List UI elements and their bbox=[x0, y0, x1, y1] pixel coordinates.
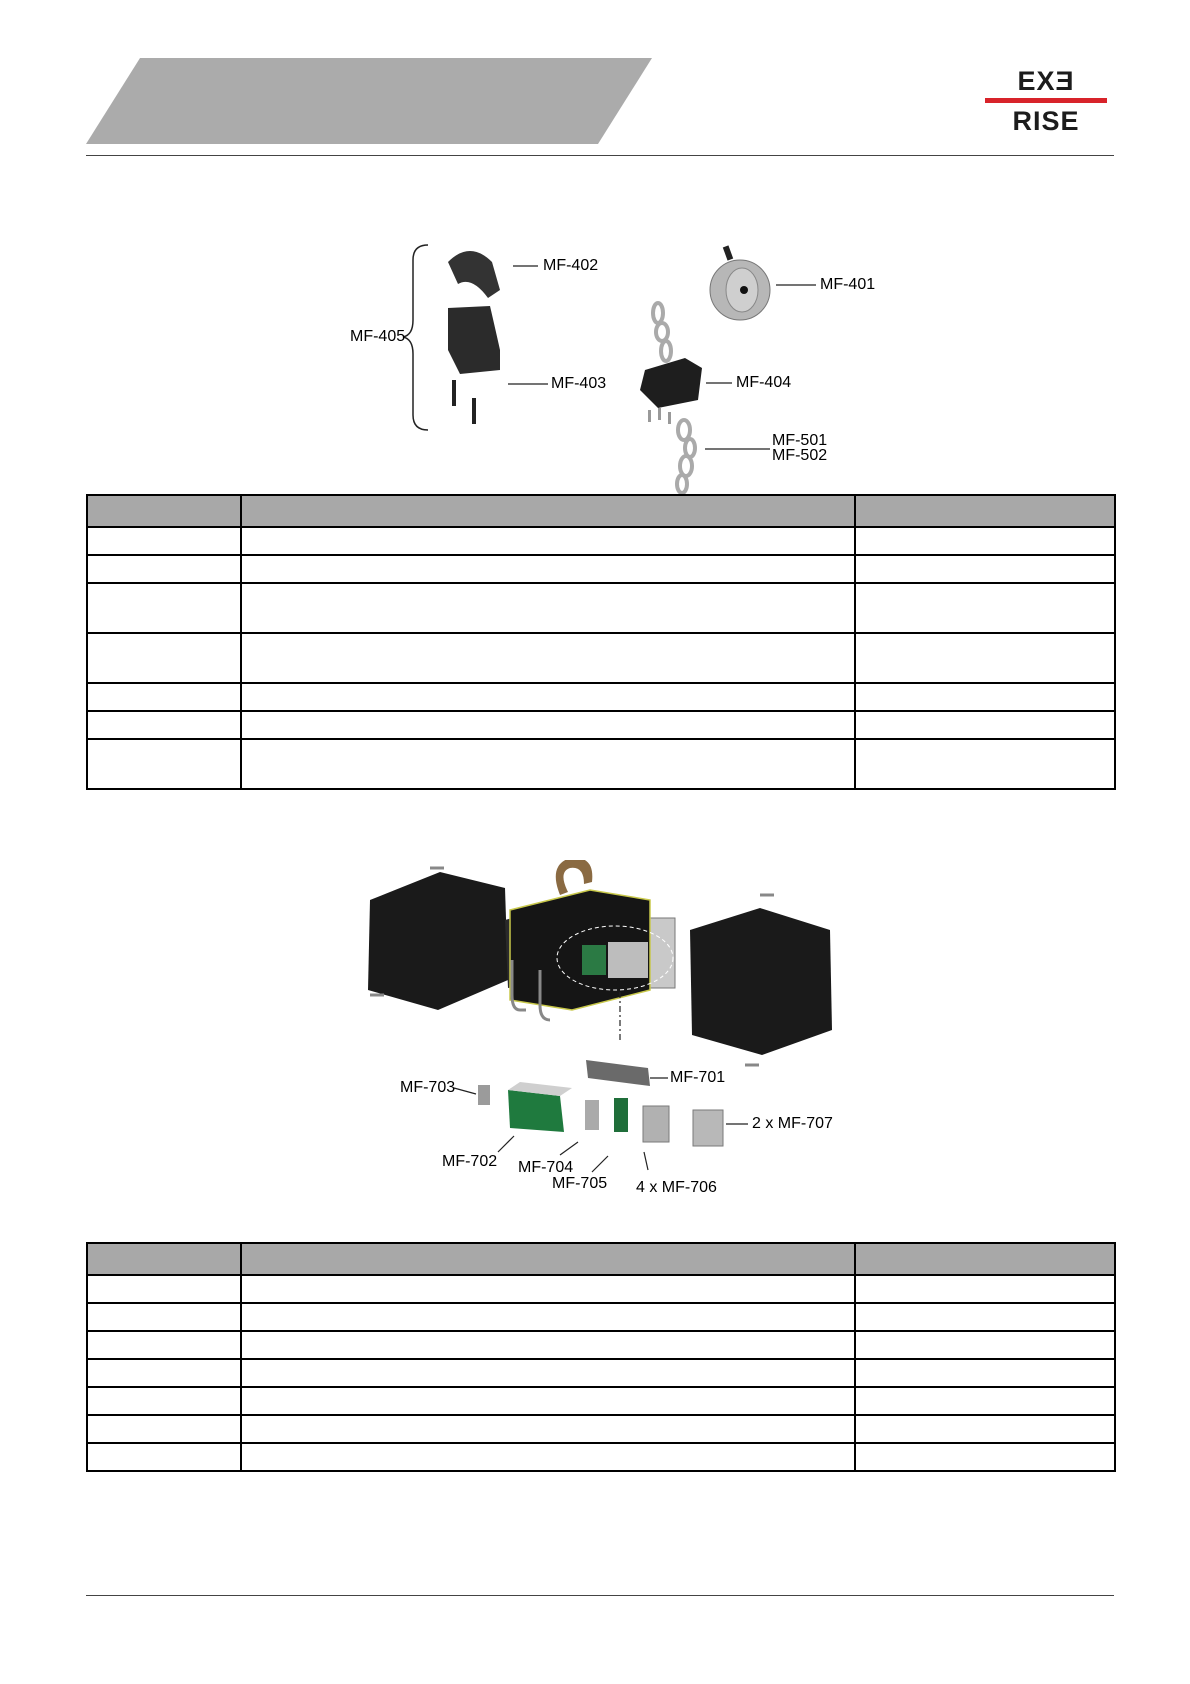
table-header-row bbox=[87, 495, 1115, 527]
header-rule bbox=[86, 155, 1114, 156]
table-row bbox=[87, 1275, 1115, 1303]
label-mf403: MF-403 bbox=[551, 375, 607, 392]
logo-bar bbox=[985, 98, 1107, 103]
screw-b bbox=[472, 398, 476, 424]
key-part bbox=[723, 245, 733, 260]
screw-a bbox=[452, 380, 456, 406]
part-mf701 bbox=[586, 1060, 650, 1086]
table-row bbox=[87, 683, 1115, 711]
label-mf404: MF-404 bbox=[736, 374, 792, 391]
table-row bbox=[87, 1443, 1115, 1471]
table-row bbox=[87, 1331, 1115, 1359]
table-row bbox=[87, 1303, 1115, 1331]
table-row bbox=[87, 633, 1115, 683]
parts-table-top bbox=[86, 494, 1116, 790]
header-cell-description bbox=[241, 495, 855, 527]
header-cell-quantity bbox=[855, 495, 1115, 527]
header-cell-code bbox=[87, 495, 241, 527]
leader-mf704 bbox=[560, 1142, 578, 1155]
leader-mf702 bbox=[498, 1136, 514, 1152]
hook bbox=[556, 860, 593, 895]
logo-bottom-text: RISE bbox=[1012, 106, 1080, 136]
brand-logo bbox=[985, 66, 1107, 136]
table-row bbox=[87, 711, 1115, 739]
leader-mf706 bbox=[644, 1152, 648, 1170]
load-block-exploded-view bbox=[340, 240, 880, 495]
part-mf706 bbox=[643, 1106, 669, 1142]
table-row bbox=[87, 1387, 1115, 1415]
footer-rule bbox=[86, 1595, 1114, 1596]
table-header-row bbox=[87, 1243, 1115, 1275]
header-banner bbox=[86, 58, 652, 144]
part-mf402 bbox=[448, 251, 500, 298]
logo-top-text: EXƎ bbox=[1017, 66, 1075, 96]
part-mf703 bbox=[478, 1085, 490, 1105]
part-mf707 bbox=[693, 1110, 723, 1146]
right-end-cover bbox=[690, 908, 832, 1055]
leader-mf705 bbox=[592, 1156, 608, 1172]
bracket-brace bbox=[403, 245, 428, 430]
part-mf704 bbox=[585, 1100, 599, 1130]
label-mf705: MF-705 bbox=[552, 1175, 608, 1192]
part-mf702 bbox=[508, 1090, 564, 1132]
label-mf702: MF-702 bbox=[442, 1153, 498, 1170]
parts-table-bottom bbox=[86, 1242, 1116, 1472]
header-cell-quantity bbox=[855, 1243, 1115, 1275]
table-row bbox=[87, 1415, 1115, 1443]
part-mf403 bbox=[448, 306, 500, 374]
header-cell-code bbox=[87, 1243, 241, 1275]
board-preview bbox=[582, 945, 606, 975]
label-mf704: MF-704 bbox=[518, 1159, 574, 1176]
label-mf707: 2 x MF-707 bbox=[752, 1115, 833, 1132]
guide-screws bbox=[648, 408, 671, 424]
label-mf502: MF-502 bbox=[772, 447, 828, 464]
hoist-electrical-exploded-view bbox=[360, 860, 860, 1235]
table-row bbox=[87, 739, 1115, 789]
part-mf404 bbox=[640, 358, 702, 408]
label-mf706: 4 x MF-706 bbox=[636, 1179, 717, 1196]
label-mf405: MF-405 bbox=[350, 328, 406, 345]
table-row bbox=[87, 527, 1115, 555]
part-mf705 bbox=[614, 1098, 628, 1132]
label-mf401: MF-401 bbox=[820, 276, 876, 293]
label-mf703: MF-703 bbox=[400, 1079, 456, 1096]
left-end-cover bbox=[368, 872, 508, 1010]
label-mf402: MF-402 bbox=[543, 257, 599, 274]
terminal-preview bbox=[608, 942, 648, 978]
label-mf701: MF-701 bbox=[670, 1069, 726, 1086]
chain-lower bbox=[677, 420, 695, 493]
header-cell-description bbox=[241, 1243, 855, 1275]
table-row bbox=[87, 555, 1115, 583]
part-mf401-hub bbox=[740, 286, 748, 294]
table-row bbox=[87, 583, 1115, 633]
label-mf501: MF-501 bbox=[772, 432, 828, 449]
table-row bbox=[87, 1359, 1115, 1387]
leader-mf703 bbox=[454, 1088, 476, 1094]
chain-upper bbox=[653, 303, 671, 361]
